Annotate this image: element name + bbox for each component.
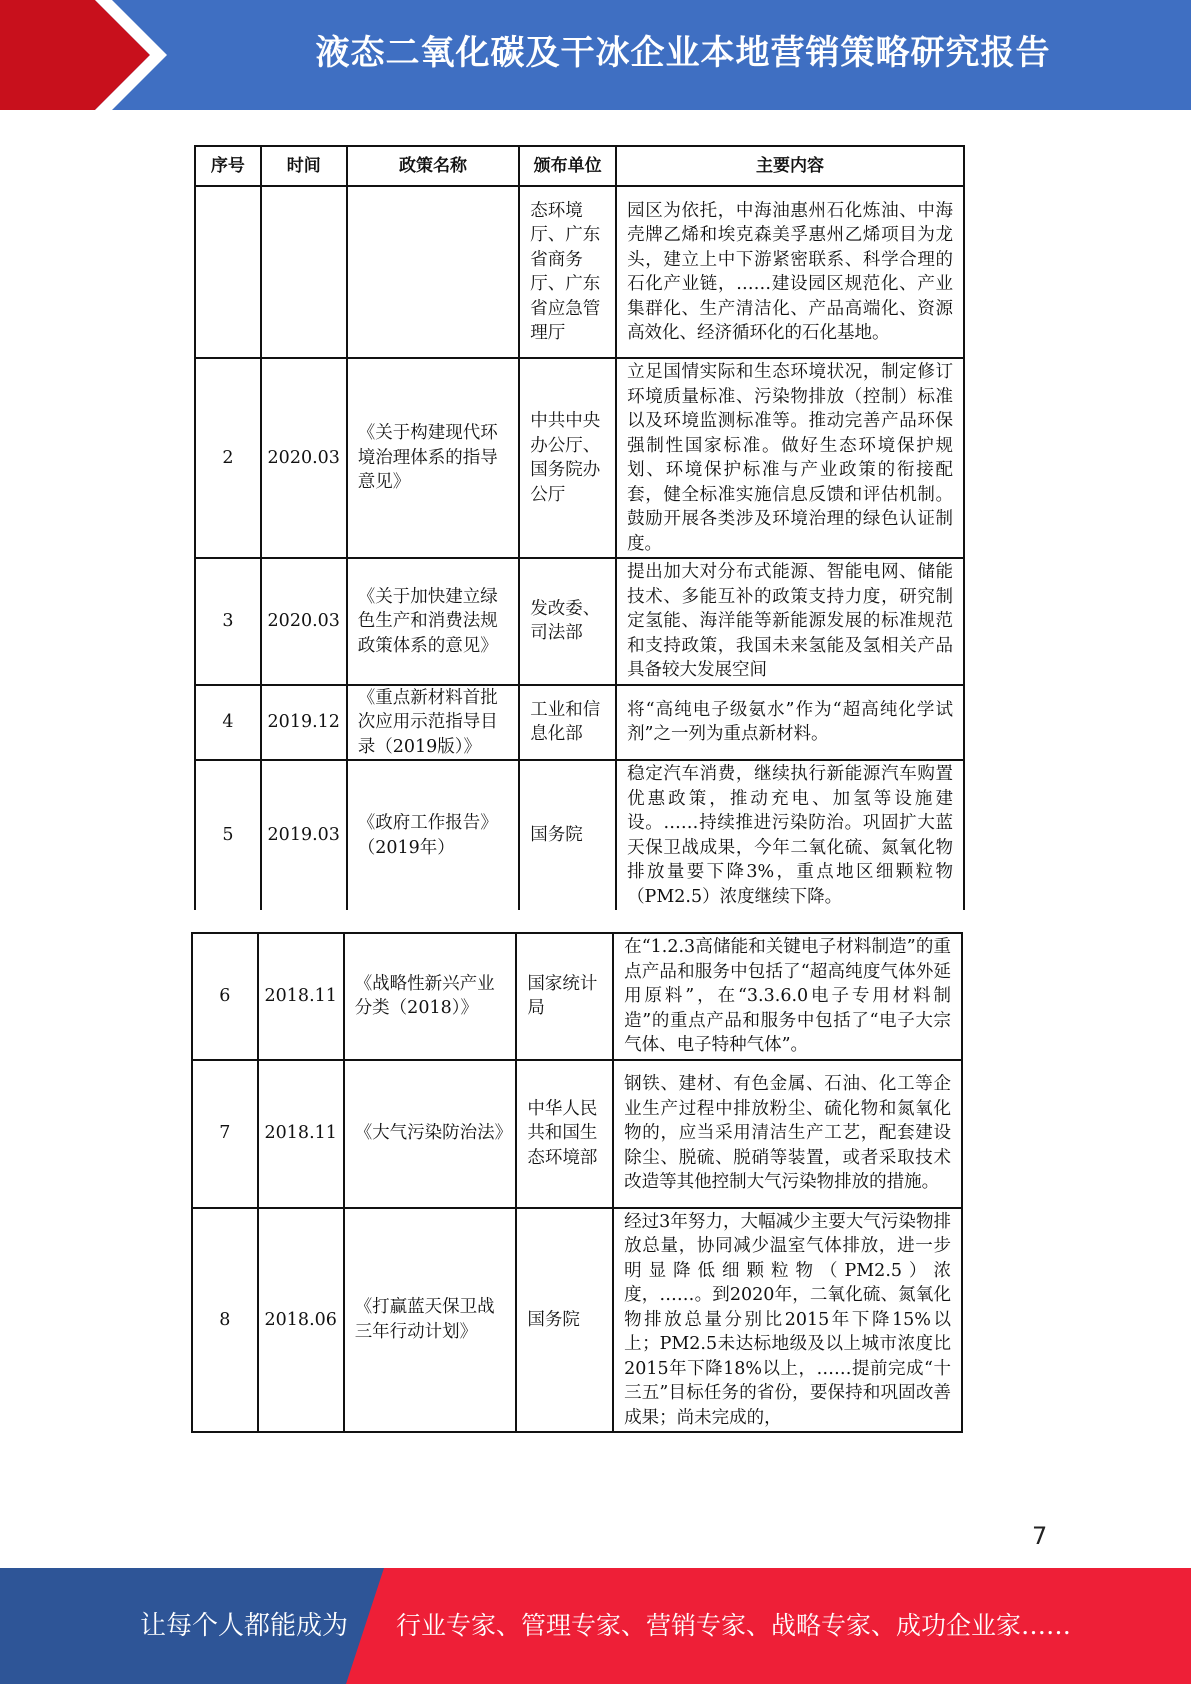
page-footer: [0, 1568, 1191, 1684]
row-issuer: 工业和信息化部: [519, 685, 616, 761]
table-row: [195, 685, 964, 761]
row-content: 立足国情实际和生态环境状况，制定修订环境质量标准、污染物排放（控制）标准以及环境监测标准等。推动完善产品环保强制性国家标准。做好生态环境保护规划、环境保护标准与产业政策的衔接配套，健全标准实施信息反馈和评估机制。鼓励开展各类涉及环境治理的绿色认证制度。: [616, 358, 964, 558]
row-date: [261, 186, 347, 358]
policy-table-part-2: [191, 932, 963, 1433]
header-content: 主要内容: [616, 146, 964, 186]
table-row: [195, 760, 964, 910]
row-date: 2019.03: [261, 760, 347, 910]
policy-table-part-1: [194, 145, 965, 910]
page-header: [0, 0, 1191, 110]
footer-slogan-left: 让每个人都能成为: [140, 1611, 349, 1641]
row-date: 2020.03: [261, 558, 347, 685]
row-content: 钢铁、建材、有色金属、石油、化工等企业生产过程中排放粉尘、硫化物和氮氧化物的，应当采用清洁生产工艺，配套建设除尘、脱硫、脱硝等装置，或者采取技术改造等其他控制大气污染物排放的措施。: [613, 1060, 962, 1208]
row-issuer: 国务院: [516, 1208, 613, 1433]
row-policy-name: 《关于构建现代环境治理体系的指导意见》: [347, 358, 520, 558]
row-content: 在“1.2.3高储能和关键电子材料制造”的重点产品和服务中包括了“超高纯度气体外延用原料”，在“3.3.6.0电子专用材料制造”的重点产品和服务中包括了“电子大宗气体、电子特种气体”。: [613, 933, 962, 1060]
table-row: [195, 558, 964, 685]
row-content: 提出加大对分布式能源、智能电网、储能技术、多能互补的政策支持力度，研究制定氢能、海洋能等新能源发展的标准规范和支持政策，我国未来氢能及氢相关产品具备较大发展空间: [616, 558, 964, 685]
row-date: 2020.03: [261, 358, 347, 558]
row-policy-name: 《战略性新兴产业分类（2018）》: [344, 933, 517, 1060]
row-no: 8: [192, 1208, 258, 1433]
row-date: 2018.11: [258, 933, 344, 1060]
header-name: 政策名称: [347, 146, 520, 186]
table-row: [192, 1060, 962, 1208]
row-issuer: 国务院: [519, 760, 616, 910]
row-policy-name: 《关于加快建立绿色生产和消费法规政策体系的意见》: [347, 558, 520, 685]
row-issuer: 态环境厅、广东省商务厅、广东省应急管理厅: [519, 186, 616, 358]
row-no: 6: [192, 933, 258, 1060]
table-row: [195, 186, 964, 358]
table-header-row: [195, 146, 964, 186]
row-policy-name: 《重点新材料首批次应用示范指导目录（2019版）》: [347, 685, 520, 761]
row-no: 7: [192, 1060, 258, 1208]
row-issuer: 中共中央办公厅、国务院办公厅: [519, 358, 616, 558]
row-issuer: 中华人民共和国生态环境部: [516, 1060, 613, 1208]
row-content: 将“高纯电子级氨水”作为“超高纯化学试剂”之一列为重点新材料。: [616, 685, 964, 761]
row-policy-name: 《打赢蓝天保卫战三年行动计划》: [344, 1208, 517, 1433]
row-content: 园区为依托，中海油惠州石化炼油、中海壳牌乙烯和埃克森美孚惠州乙烯项目为龙头，建立上中下游紧密联系、科学合理的石化产业链，……建设园区规范化、产业集群化、生产清洁化、产品高端化、资源高效化、经济循环化的石化基地。: [616, 186, 964, 358]
row-date: 2018.11: [258, 1060, 344, 1208]
row-policy-name: [347, 186, 520, 358]
report-title: 液态二氧化碳及干冰企业本地营销策略研究报告: [315, 33, 1051, 73]
row-date: 2018.06: [258, 1208, 344, 1433]
table-row: [192, 933, 962, 1060]
page-number: 7: [1032, 1522, 1048, 1550]
row-no: 4: [195, 685, 261, 761]
header-arrow-decoration: [0, 0, 200, 110]
row-content: 稳定汽车消费，继续执行新能源汽车购置优惠政策，推动充电、加氢等设施建设。……持续推进污染防治。巩固扩大蓝天保卫战成果，今年二氧化硫、氮氧化物排放量要下降3%，重点地区细颗粒物（PM2.5）浓度继续下降。: [616, 760, 964, 910]
header-date: 时间: [261, 146, 347, 186]
footer-slogan-right: 行业专家、管理专家、营销专家、战略专家、成功企业家……: [396, 1611, 1072, 1640]
row-no: 2: [195, 358, 261, 558]
row-issuer: 发改委、司法部: [519, 558, 616, 685]
row-no: 5: [195, 760, 261, 910]
row-no: 3: [195, 558, 261, 685]
row-policy-name: 《大气污染防治法》: [344, 1060, 517, 1208]
row-content: 经过3年努力，大幅减少主要大气污染物排放总量，协同减少温室气体排放，进一步明显降低细颗粒物（PM2.5）浓度，……。到2020年，二氧化硫、氮氧化物排放总量分别比2015年下降15%以上；PM2.5未达标地级及以上城市浓度比2015年下降18%以上，……提前完成“十三五”目标任务的省份，要保持和巩固改善成果；尚未完成的，: [613, 1208, 962, 1433]
header-no: 序号: [195, 146, 261, 186]
row-issuer: 国家统计局: [516, 933, 613, 1060]
row-date: 2019.12: [261, 685, 347, 761]
row-no: [195, 186, 261, 358]
table-row: [195, 358, 964, 558]
table-row: [192, 1208, 962, 1433]
row-policy-name: 《政府工作报告》（2019年）: [347, 760, 520, 910]
header-issuer: 颁布单位: [519, 146, 616, 186]
